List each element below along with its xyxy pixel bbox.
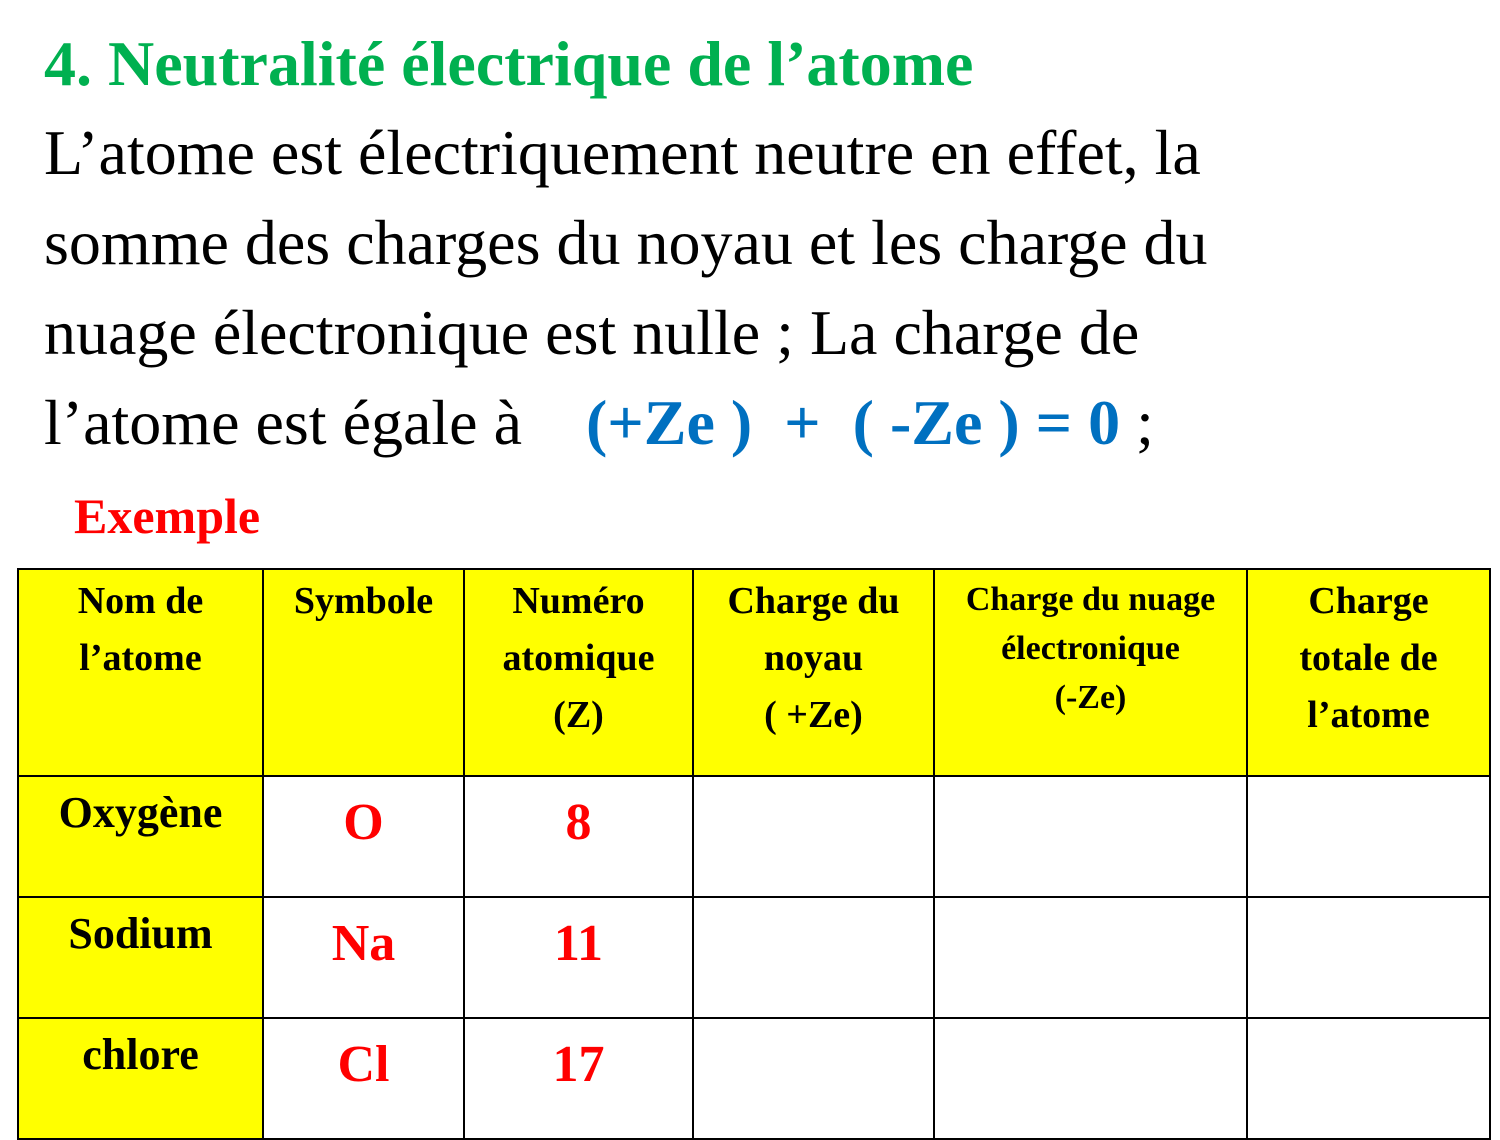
- cloud-charge-cell: [934, 776, 1247, 897]
- header-text: l’atome: [79, 637, 202, 679]
- total-charge-cell: [1247, 1018, 1490, 1139]
- explanation-paragraph: [44, 108, 1484, 468]
- header-atomic-number: [464, 569, 693, 776]
- header-text: Symbole: [293, 580, 434, 622]
- table-row: [18, 897, 1490, 1018]
- header-text: noyau: [763, 637, 864, 679]
- nucleus-charge-cell: [693, 1018, 934, 1139]
- total-charge-cell: [1247, 776, 1490, 897]
- header-symbol: [263, 569, 464, 776]
- header-text: ( +Ze): [764, 694, 863, 736]
- atomic-number-cell: 17: [464, 1018, 693, 1139]
- section-heading: 4. Neutralité électrique de l’atome: [44, 28, 974, 99]
- nucleus-charge-cell: [693, 776, 934, 897]
- table-row: [18, 1018, 1490, 1139]
- atom-symbol-cell: Cl: [263, 1018, 464, 1139]
- header-text: Charge du nuage: [965, 581, 1216, 618]
- atom-symbol-cell: O: [263, 776, 464, 897]
- header-text: Charge du: [727, 580, 900, 622]
- cloud-charge-cell: [934, 897, 1247, 1018]
- header-text: totale de: [1299, 637, 1438, 679]
- table-header-row: [18, 569, 1490, 776]
- paragraph-last-line: [44, 378, 1484, 468]
- header-text: (-Ze): [1054, 679, 1127, 716]
- total-charge-cell: [1247, 897, 1490, 1018]
- charge-formula: (+Ze ) + ( -Ze ) = 0: [585, 387, 1121, 458]
- paragraph-line: nuage électronique est nulle ; La charge de: [44, 297, 1140, 368]
- paragraph-line: somme des charges du noyau et les charge du: [44, 207, 1208, 278]
- header-cloud-charge: [934, 569, 1247, 776]
- table-row: [18, 776, 1490, 897]
- paragraph-last-line-suffix: ;: [1136, 387, 1154, 458]
- header-atom-name: [18, 569, 263, 776]
- example-label: Exemple: [74, 488, 261, 544]
- header-text: (Z): [553, 694, 604, 736]
- header-text: Nom de: [77, 580, 204, 622]
- atoms-table: [17, 568, 1491, 1140]
- header-text: Charge: [1308, 580, 1429, 622]
- header-text: électronique: [1001, 630, 1180, 667]
- atom-name-cell: Sodium: [18, 897, 263, 1018]
- paragraph-line: L’atome est électriquement neutre en effet, la: [44, 117, 1201, 188]
- header-nucleus-charge: [693, 569, 934, 776]
- atom-symbol-cell: Na: [263, 897, 464, 1018]
- cloud-charge-cell: [934, 1018, 1247, 1139]
- header-total-charge: [1247, 569, 1490, 776]
- header-text: l’atome: [1307, 694, 1430, 736]
- nucleus-charge-cell: [693, 897, 934, 1018]
- header-text: atomique: [502, 637, 655, 679]
- atom-name-cell: chlore: [18, 1018, 263, 1139]
- paragraph-last-line-prefix: l’atome est égale à: [44, 387, 522, 458]
- atom-name-cell: Oxygène: [18, 776, 263, 897]
- atomic-number-cell: 8: [464, 776, 693, 897]
- header-text: Numéro: [512, 580, 645, 622]
- atomic-number-cell: 11: [464, 897, 693, 1018]
